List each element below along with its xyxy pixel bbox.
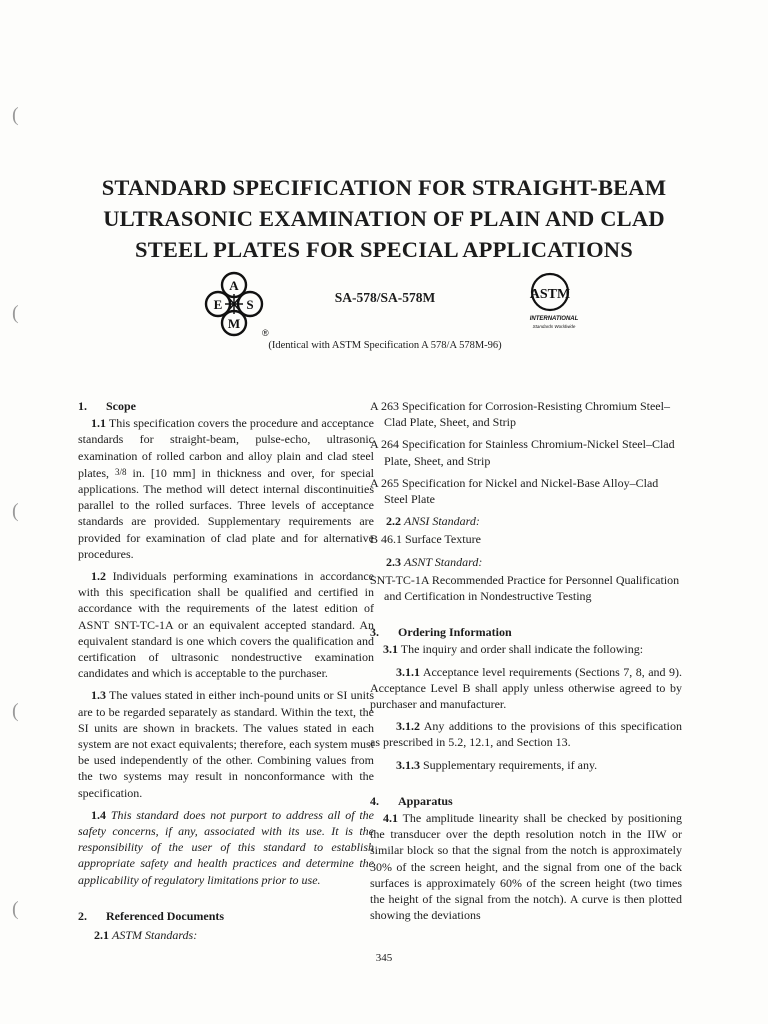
paragraph-text: Acceptance level requirements (Sections 7, 8, and 9). Acceptance Level B shall apply unless otherwise agreed to by purchaser and manufacturer. bbox=[370, 664, 682, 712]
reference-item: B 46.1 Surface Texture bbox=[370, 532, 481, 547]
paragraph-number: 3.1.2 bbox=[396, 719, 420, 734]
identical-note: (Identical with ASTM Specification A 578/A 578M-96) bbox=[268, 340, 502, 351]
sub-heading-text: ASTM Standards: bbox=[112, 928, 198, 943]
reference-item: A 265 Specification for Nickel and Nickel-Base Alloy–Clad Steel Plate bbox=[370, 475, 659, 507]
section-number: 4. bbox=[370, 793, 379, 808]
paragraph-number: 1.2 bbox=[91, 569, 106, 584]
sub-heading-text: ANSI Standard: bbox=[404, 514, 480, 529]
fraction: 3/8 bbox=[115, 466, 127, 477]
paragraph bbox=[78, 415, 374, 562]
sub-heading bbox=[386, 513, 682, 529]
binder-mark: ( bbox=[12, 302, 19, 324]
paragraph-text: The amplitude linearity shall be checked by positioning the transducer over the depth resolution notch in the IIW or similar block so that the signal from the notch is approximately 30% of the screen height, and the signal from one of the back surfaces is approximately 60% of the screen height (two times the height of the signal from the notch). A curve is then plotted showing the deviations bbox=[370, 811, 682, 923]
paragraph-text: Individuals performing examinations in accordance with this specification shall be qualified and certified in accordance with the requirements of the latest edition of ASNT SNT-TC-1A or an equivalent accepted standard. An equivalent standard is one which covers the qualification and certification of ultrasonic nondestructive examination candidates and which is acceptable to the purchaser. bbox=[78, 569, 375, 681]
paragraph-text: in. [10 mm] in thickness and over, for special applications. The method will detect internal discontinuities parallel to the rolled surfaces. Three levels of acceptance standards are provided. Supplementary requirements are provided for examination of clad plate and for alternative procedures. bbox=[78, 465, 374, 561]
binder-mark: ( bbox=[12, 500, 19, 522]
sub-heading bbox=[386, 554, 682, 570]
title-line: STEEL PLATES FOR SPECIAL APPLICATIONS bbox=[135, 237, 633, 262]
section-heading bbox=[370, 793, 682, 809]
paragraph-number: 3.1 bbox=[383, 642, 398, 657]
right-column bbox=[370, 398, 682, 929]
paragraph-number: 2.3 bbox=[386, 554, 401, 569]
page-number: 345 bbox=[375, 952, 393, 964]
left-column bbox=[78, 398, 374, 945]
section-number: 3. bbox=[370, 625, 379, 640]
paragraph-number: 1.1 bbox=[91, 416, 106, 431]
designation: SA-578/SA-578M bbox=[334, 290, 436, 305]
paragraph-number: 2.1 bbox=[94, 928, 109, 943]
asme-logo-icon bbox=[198, 270, 290, 342]
paragraph-text: The values stated in either inch-pound units or SI units are to be regarded separately as standard. Within the text, the SI units are shown in brackets. The values stated in each system are not exact equivalents; therefore, each system must be used independently of the other. Combining values from the two systems may result in nonconformance with the specification. bbox=[78, 688, 374, 800]
paragraph-number: 3.1.1 bbox=[396, 664, 420, 679]
asme-letter: S bbox=[246, 297, 254, 312]
section-title: Apparatus bbox=[398, 793, 453, 808]
title-line: STANDARD SPECIFICATION FOR STRAIGHT-BEAM bbox=[101, 175, 667, 200]
paragraph bbox=[78, 807, 374, 888]
paragraph-number: 1.3 bbox=[91, 688, 106, 703]
paragraph-number: 4.1 bbox=[383, 811, 398, 826]
paragraph bbox=[78, 687, 374, 800]
title-line: ULTRASONIC EXAMINATION OF PLAIN AND CLAD bbox=[103, 206, 665, 231]
astm-tagline-2: Standards Worldwide bbox=[532, 324, 576, 329]
section-number: 2. bbox=[78, 908, 87, 923]
paragraph bbox=[370, 718, 682, 750]
paragraph-number: 1.4 bbox=[91, 807, 106, 822]
sub-heading-text: ASNT Standard: bbox=[404, 554, 483, 569]
section-title: Referenced Documents bbox=[106, 908, 225, 923]
paragraph-number: 3.1.3 bbox=[396, 757, 420, 772]
section-title: Scope bbox=[106, 399, 136, 413]
reference-item: A 264 Specification for Stainless Chromium-Nickel Steel–Clad Plate, Sheet, and Strip bbox=[370, 437, 675, 468]
asme-letter: M bbox=[227, 316, 241, 331]
registered-mark: ® bbox=[262, 328, 269, 338]
asme-letter: E bbox=[213, 297, 223, 312]
document-title bbox=[60, 172, 708, 265]
astm-logo-icon bbox=[520, 270, 592, 332]
binder-mark: ( bbox=[12, 104, 19, 126]
paragraph-text: This standard does not purport to address all of the safety concerns, if any, associated with its use. It is the responsibility of the user of this standard to establish appropriate safety and health practices and determine the applicability of regulatory limitations prior to use. bbox=[78, 807, 375, 887]
section-heading bbox=[370, 624, 682, 640]
paragraph-text: The inquiry and order shall indicate the following: bbox=[400, 642, 644, 657]
paragraph-text: This specification covers the procedure and acceptance standards for straight-beam, pulse-echo, ultrasonic examination of rolled carbon and alloy plain and clad steel plates, bbox=[78, 416, 374, 480]
paragraph bbox=[78, 568, 374, 681]
paragraph-number: 2.2 bbox=[386, 514, 401, 529]
section-heading bbox=[78, 398, 374, 414]
paragraph bbox=[370, 810, 682, 923]
reference-item: SNT-TC-1A Recommended Practice for Personnel Qualification and Certification in Nondestructive Testing bbox=[370, 572, 680, 604]
asme-letter: A bbox=[229, 278, 239, 293]
binder-mark: ( bbox=[12, 700, 19, 722]
section-title: Ordering Information bbox=[398, 625, 512, 640]
astm-tagline: INTERNATIONAL bbox=[529, 316, 579, 322]
paragraph bbox=[370, 664, 682, 713]
astm-lettering: ASTM bbox=[529, 287, 571, 302]
paragraph bbox=[370, 641, 682, 657]
reference-item: A 263 Specification for Corrosion-Resisting Chromium Steel–Clad Plate, Sheet, and Strip bbox=[370, 399, 670, 430]
paragraph bbox=[370, 757, 682, 773]
paragraph-text: Any additions to the provisions of this specification as prescribed in 5.2, 12.1, and Section 13. bbox=[370, 719, 682, 750]
sub-heading bbox=[94, 927, 374, 943]
paragraph-text: Supplementary requirements, if any. bbox=[423, 757, 598, 772]
section-heading bbox=[78, 908, 374, 924]
section-number: 1. bbox=[78, 399, 87, 413]
binder-mark: ( bbox=[12, 898, 19, 920]
